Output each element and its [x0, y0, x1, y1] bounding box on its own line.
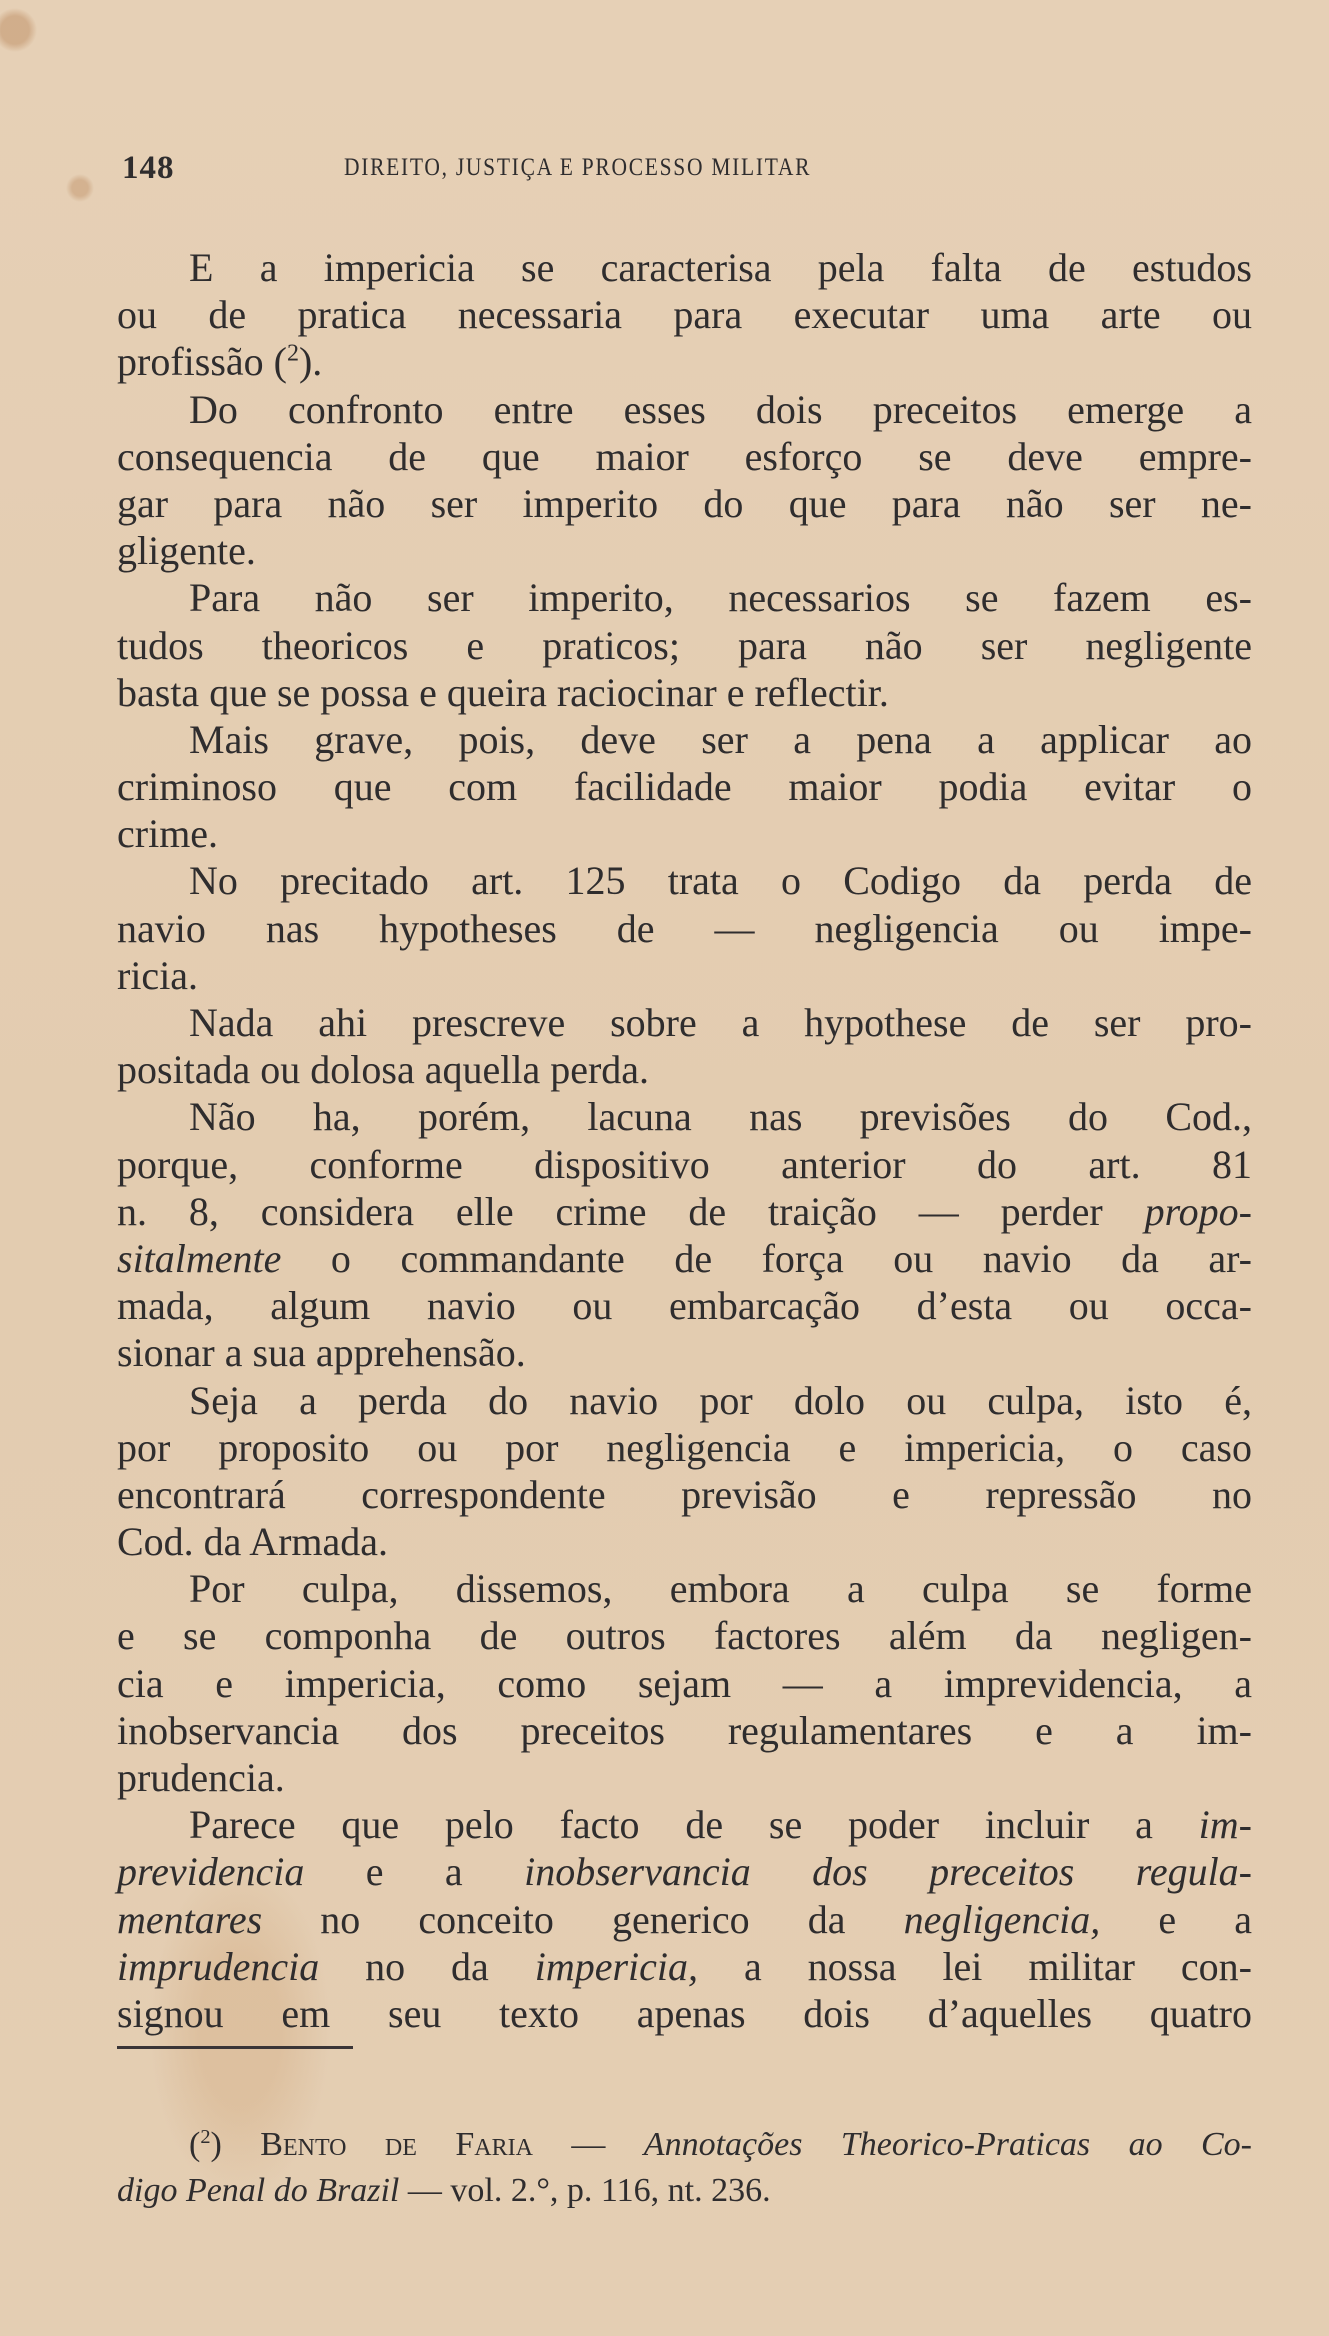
- body-line: [117, 1896, 1252, 1943]
- body-line: [117, 763, 1252, 810]
- text-segment: no conceito generico da: [262, 1896, 904, 1942]
- text-segment: sionar a sua apprehensão.: [117, 1330, 526, 1376]
- text-segment: — vol. 2.°, p. 116, nt. 236.: [399, 2172, 771, 2209]
- text-segment: Seja a perda do navio por dolo ou culpa, isto é,: [189, 1377, 1252, 1423]
- body-line: [117, 716, 1252, 763]
- italic-text: negligencia,: [903, 1896, 1101, 1942]
- body-line: [117, 244, 1252, 291]
- text-segment: o commandante de força ou navio da ar-: [281, 1235, 1252, 1281]
- body-line: [117, 1282, 1252, 1329]
- body-line: [117, 1754, 1252, 1801]
- text-segment: Cod. da Armada.: [117, 1519, 389, 1565]
- body-line: [117, 1990, 1252, 2037]
- text-segment: ou de pratica necessaria para executar uma arte ou: [117, 292, 1252, 338]
- text-segment: consequencia de que maior esforço se deve empre-: [117, 433, 1252, 479]
- body-line: [117, 905, 1252, 952]
- text-segment: no da: [319, 1943, 535, 1989]
- italic-text: inobservancia dos preceitos regula-: [524, 1849, 1252, 1895]
- italic-text: propo-: [1144, 1188, 1252, 1234]
- text-segment: Para não ser imperito, necessarios se fazem es-: [189, 575, 1252, 621]
- footnote-line: [117, 2122, 1252, 2168]
- body-line: [117, 1093, 1252, 1140]
- text-segment: cia e impericia, como sejam — a imprevidencia, a: [117, 1660, 1252, 1706]
- text-segment: navio nas hypotheses de — negligencia ou impe-: [117, 905, 1252, 951]
- text-segment: gligente.: [117, 528, 256, 574]
- body-line: [117, 999, 1252, 1046]
- body-line: [117, 1612, 1252, 1659]
- text-segment: tudos theoricos e praticos; para não ser negligente: [117, 622, 1252, 668]
- italic-text: impericia,: [534, 1943, 699, 1989]
- text-segment: Do confronto entre esses dois preceitos emerge a: [189, 386, 1252, 432]
- body-line: [117, 1377, 1252, 1424]
- italic-text: digo Penal do Brazil: [117, 2172, 400, 2209]
- body-text: [117, 244, 1252, 2037]
- text-segment: prudencia.: [117, 1755, 285, 1800]
- body-line: [117, 1707, 1252, 1754]
- italic-text: Annotações Theorico-Praticas ao Co-: [643, 2126, 1253, 2163]
- body-line: [117, 622, 1252, 669]
- italic-text: im-: [1198, 1802, 1252, 1848]
- body-line: [117, 810, 1252, 857]
- italic-text: sitalmente: [117, 1235, 282, 1281]
- text-segment: positada ou dolosa aquella perda.: [117, 1047, 650, 1093]
- body-line: [117, 386, 1252, 433]
- text-segment: Por culpa, dissemos, embora a culpa se forme: [189, 1566, 1252, 1612]
- text-segment: crime.: [117, 811, 219, 857]
- text-segment: Parece que pelo facto de se poder incluir a: [189, 1802, 1199, 1848]
- text-segment: criminoso que com facilidade maior podia evitar o: [117, 764, 1252, 810]
- text-segment: mada, algum navio ou embarcação d’esta ou occa-: [117, 1283, 1252, 1329]
- text-segment: profissão (: [117, 339, 287, 385]
- text-segment: ): [210, 2126, 261, 2163]
- text-segment: (: [189, 2126, 201, 2163]
- text-segment: Nada ahi prescreve sobre a hypothese de ser pro-: [189, 1000, 1252, 1045]
- body-line: [117, 338, 1252, 385]
- text-segment: e se componha de outros factores além da negligen-: [117, 1613, 1252, 1659]
- text-segment: n. 8, considera elle crime de traição — perder: [117, 1188, 1145, 1234]
- text-segment: inobservancia dos preceitos regulamentares e a im-: [117, 1707, 1252, 1753]
- body-line: [117, 1235, 1252, 1282]
- running-title: DIREITO, JUSTIÇA E PROCESSO MILITAR: [344, 154, 812, 181]
- footnotes: [117, 2122, 1252, 2214]
- page-number: 148: [122, 150, 175, 186]
- text-segment: signou em seu texto apenas dois d’aquelles quatro: [117, 1990, 1252, 2036]
- text-segment: Bento de Faria: [260, 2126, 533, 2163]
- text-segment: e a: [304, 1849, 525, 1895]
- text-segment: gar para não ser imperito do que para não ser ne-: [117, 480, 1252, 526]
- body-line: [117, 1565, 1252, 1612]
- footnote-line: [117, 2168, 1252, 2214]
- footnote-ref: 2: [200, 2125, 211, 2148]
- body-line: [117, 857, 1252, 904]
- body-line: [117, 1660, 1252, 1707]
- text-segment: No precitado art. 125 trata o Codigo da perda de: [189, 858, 1252, 904]
- italic-text: imprudencia: [117, 1943, 320, 1989]
- body-line: [117, 952, 1252, 999]
- text-segment: Mais grave, pois, deve ser a pena a applicar ao: [189, 716, 1252, 762]
- body-line: [117, 1188, 1252, 1235]
- text-segment: ).: [298, 339, 323, 385]
- footnote-ref: 2: [286, 340, 299, 367]
- body-line: [117, 1848, 1252, 1895]
- text-segment: —: [532, 2126, 644, 2163]
- text-segment: ricia.: [117, 952, 199, 998]
- body-line: [117, 480, 1252, 527]
- italic-text: mentares: [117, 1896, 263, 1942]
- body-line: [117, 1943, 1252, 1990]
- body-line: [117, 527, 1252, 574]
- footnote-rule: [117, 2046, 353, 2049]
- body-line: [117, 1424, 1252, 1471]
- text-segment: porque, conforme dispositivo anterior do art. 81: [117, 1141, 1252, 1187]
- body-line: [117, 1471, 1252, 1518]
- body-line: [117, 1518, 1252, 1565]
- page-header: [122, 150, 1132, 190]
- body-line: [117, 291, 1252, 338]
- text-segment: e a: [1100, 1896, 1252, 1942]
- italic-text: previdencia: [117, 1849, 305, 1895]
- text-segment: E a impericia se caracterisa pela falta de estudos: [189, 245, 1252, 290]
- body-line: [117, 1141, 1252, 1188]
- text-segment: basta que se possa e queira raciocinar e reflectir.: [117, 669, 889, 715]
- body-line: [117, 574, 1252, 621]
- body-line: [117, 1329, 1252, 1376]
- body-line: [117, 669, 1252, 716]
- text-segment: por proposito ou por negligencia e impericia, o caso: [117, 1424, 1252, 1470]
- body-line: [117, 1801, 1252, 1848]
- body-line: [117, 433, 1252, 480]
- text-segment: encontrará correspondente previsão e repressão no: [117, 1471, 1252, 1517]
- text-segment: Não ha, porém, lacuna nas previsões do Cod.,: [189, 1094, 1252, 1140]
- body-line: [117, 1046, 1252, 1093]
- text-segment: a nossa lei militar con-: [698, 1943, 1252, 1989]
